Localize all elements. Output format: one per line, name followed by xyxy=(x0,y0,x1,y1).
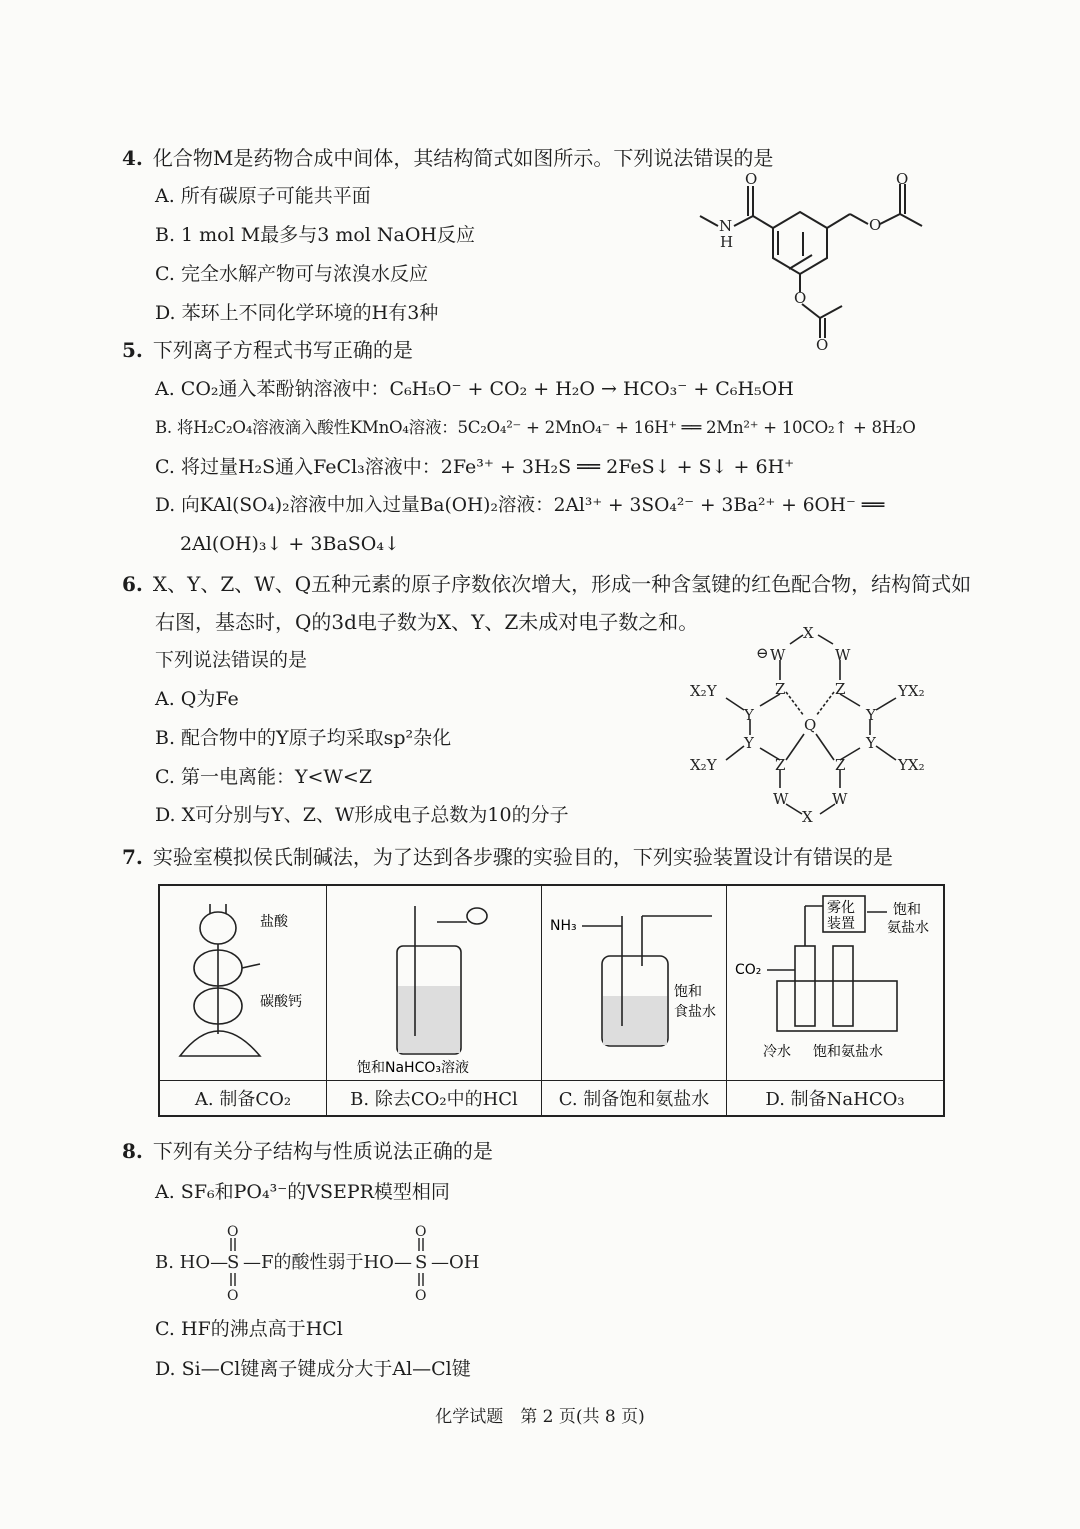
label: 氨盐水 xyxy=(887,920,929,936)
question-number: 7. xyxy=(122,845,143,869)
q4-option-a: A. 所有碳原子可能共平面 xyxy=(155,185,371,207)
group-label: YX₂ xyxy=(898,756,925,774)
page-footer: 化学试题 第 2 页(共 8 页) xyxy=(435,1407,645,1427)
question-7-stem xyxy=(122,845,893,869)
question-number: 4. xyxy=(122,146,143,170)
q8-option-c: C. HF的沸点高于HCl xyxy=(155,1318,343,1340)
label: 饱和 xyxy=(893,902,921,918)
atom-z: Z xyxy=(835,680,846,698)
gas-washing-bottle-icon xyxy=(327,886,541,1076)
label: 冷水 xyxy=(763,1044,791,1060)
question-text: 化合物M是药物合成中间体，其结构简式如图所示。下列说法错误的是 xyxy=(152,146,774,170)
q5-option-d-continued: 2Al(OH)₃↓ + 3BaSO₄↓ xyxy=(180,533,400,555)
q8-option-d: D. Si—Cl键离子键成分大于Al—Cl键 xyxy=(155,1358,471,1380)
label: 装置 xyxy=(827,916,855,932)
option-prefix: B. HO— xyxy=(155,1252,229,1273)
atom-h: H xyxy=(720,233,734,251)
atom-w: W xyxy=(770,646,786,664)
question-number: 6. xyxy=(122,572,143,596)
atom-o: O xyxy=(227,1224,239,1240)
apparatus-a xyxy=(159,885,327,1081)
q5-option-a: A. CO₂通入苯酚钠溶液中：C₆H₅O⁻ + CO₂ + H₂O → HCO₃⁻ + C₆H₅OH xyxy=(155,378,794,400)
caption-c: C. 制备饱和氨盐水 xyxy=(542,1081,727,1117)
question-8-stem xyxy=(122,1139,493,1163)
apparatus-c xyxy=(542,885,727,1081)
group-label: X₂Y xyxy=(690,756,717,774)
caption-a: A. 制备CO₂ xyxy=(159,1081,327,1117)
label: 饱和氨盐水 xyxy=(813,1044,883,1060)
question-6-stem xyxy=(122,572,971,596)
atom-w: W xyxy=(773,790,789,808)
q5-option-b: B. 将H₂C₂O₄溶液滴入酸性KMnO₄溶液：5C₂O₄²⁻ + 2MnO₄⁻ + 16H⁺ ══ 2Mn²⁺ + 10CO₂↑ + 8H₂O xyxy=(155,418,916,437)
q5-option-c: C. 将过量H₂S通入FeCl₃溶液中：2Fe³⁺ + 3H₂S ══ 2FeS↓ + S↓ + 6H⁺ xyxy=(155,456,795,478)
question-number: 8. xyxy=(122,1139,143,1163)
group-label: YX₂ xyxy=(898,682,925,700)
atom-y: Y xyxy=(866,734,876,752)
atom-w: W xyxy=(835,646,851,664)
atom-y: Y xyxy=(744,734,754,752)
atom-o: O xyxy=(794,289,807,307)
q4-option-d: D. 苯环上不同化学环境的H有3种 xyxy=(155,302,439,324)
question-5-stem xyxy=(122,338,413,362)
question-text: 下列离子方程式书写正确的是 xyxy=(152,338,413,362)
q4-option-b: B. 1 mol M最多与3 mol NaOH反应 xyxy=(155,224,475,246)
absorption-bottle-icon xyxy=(542,886,726,1076)
label: 盐酸 xyxy=(260,914,288,930)
question-number: 5. xyxy=(122,338,143,362)
q8-option-a: A. SF₆和PO₄³⁻的VSEPR模型相同 xyxy=(155,1181,450,1203)
atom-s: S xyxy=(415,1252,428,1273)
atom-z: Z xyxy=(835,756,846,774)
question-text: X、Y、Z、W、Q五种元素的原子序数依次增大，形成一种含氢键的红色配合物，结构简式如 xyxy=(152,572,972,596)
q6-option-c: C. 第一电离能：Y<W<Z xyxy=(155,766,373,788)
question-6-stem-line3: 下列说法错误的是 xyxy=(155,649,308,671)
complex-structure xyxy=(680,620,940,825)
reaction-setup-icon xyxy=(727,886,943,1076)
atom-z: Z xyxy=(775,680,786,698)
caption-d: D. 制备NaHCO₃ xyxy=(727,1081,945,1117)
sulfonic-structures xyxy=(155,1222,495,1302)
label: CO₂ xyxy=(735,962,762,978)
atom-o: O xyxy=(869,216,882,234)
atom-x: X xyxy=(802,808,813,825)
option-mid: —F的酸性弱于HO— xyxy=(243,1252,412,1273)
apparatus-table xyxy=(158,884,945,1117)
compound-m-structure xyxy=(690,170,940,355)
kipps-apparatus-icon xyxy=(160,886,326,1076)
atom-o: O xyxy=(415,1224,427,1240)
atom-o: O xyxy=(415,1288,427,1302)
q6-option-b: B. 配合物中的Y原子均采取sp²杂化 xyxy=(155,727,452,749)
atom-s: S xyxy=(227,1252,240,1273)
label: NH₃ xyxy=(550,918,577,934)
atom-w: W xyxy=(832,790,848,808)
option-suffix: —OH xyxy=(431,1252,480,1273)
apparatus-b xyxy=(327,885,542,1081)
q8-option-b xyxy=(155,1222,495,1302)
question-text: 实验室模拟侯氏制碱法，为了达到各步骤的实验目的，下列实验装置设计有错误的是 xyxy=(152,845,893,869)
atom-n: N xyxy=(719,217,733,235)
label: 饱和 xyxy=(674,984,702,1000)
atom-o: O xyxy=(745,170,758,188)
label: 食盐水 xyxy=(674,1004,716,1020)
caption-b: B. 除去CO₂中的HCl xyxy=(327,1081,542,1117)
atom-o: O xyxy=(896,170,909,188)
question-4-stem xyxy=(122,146,773,170)
charge-icon: ⊖ xyxy=(756,644,769,662)
group-label: X₂Y xyxy=(690,682,717,700)
atom-y: Y xyxy=(744,706,754,724)
atom-o: O xyxy=(227,1288,239,1302)
label: 碳酸钙 xyxy=(260,994,302,1010)
atom-y: Y xyxy=(866,706,876,724)
atom-x: X xyxy=(803,624,814,642)
atom-o: O xyxy=(816,336,829,354)
apparatus-d xyxy=(727,885,945,1081)
q4-option-c: C. 完全水解产物可与浓溴水反应 xyxy=(155,263,428,285)
atom-z: Z xyxy=(775,756,786,774)
label: 饱和NaHCO₃溶液 xyxy=(357,1060,469,1076)
atom-q: Q xyxy=(804,716,817,734)
q6-option-d: D. X可分别与Y、Z、W形成电子总数为10的分子 xyxy=(155,804,569,826)
label: 雾化 xyxy=(827,900,855,916)
question-6-stem-line2: 右图，基态时，Q的3d电子数为X、Y、Z未成对电子数之和。 xyxy=(155,610,699,634)
q6-option-a: A. Q为Fe xyxy=(155,688,239,710)
q5-option-d: D. 向KAl(SO₄)₂溶液中加入过量Ba(OH)₂溶液：2Al³⁺ + 3SO₄²⁻ + 3Ba²⁺ + 6OH⁻ ══ xyxy=(155,495,885,516)
question-text: 下列有关分子结构与性质说法正确的是 xyxy=(152,1139,493,1163)
